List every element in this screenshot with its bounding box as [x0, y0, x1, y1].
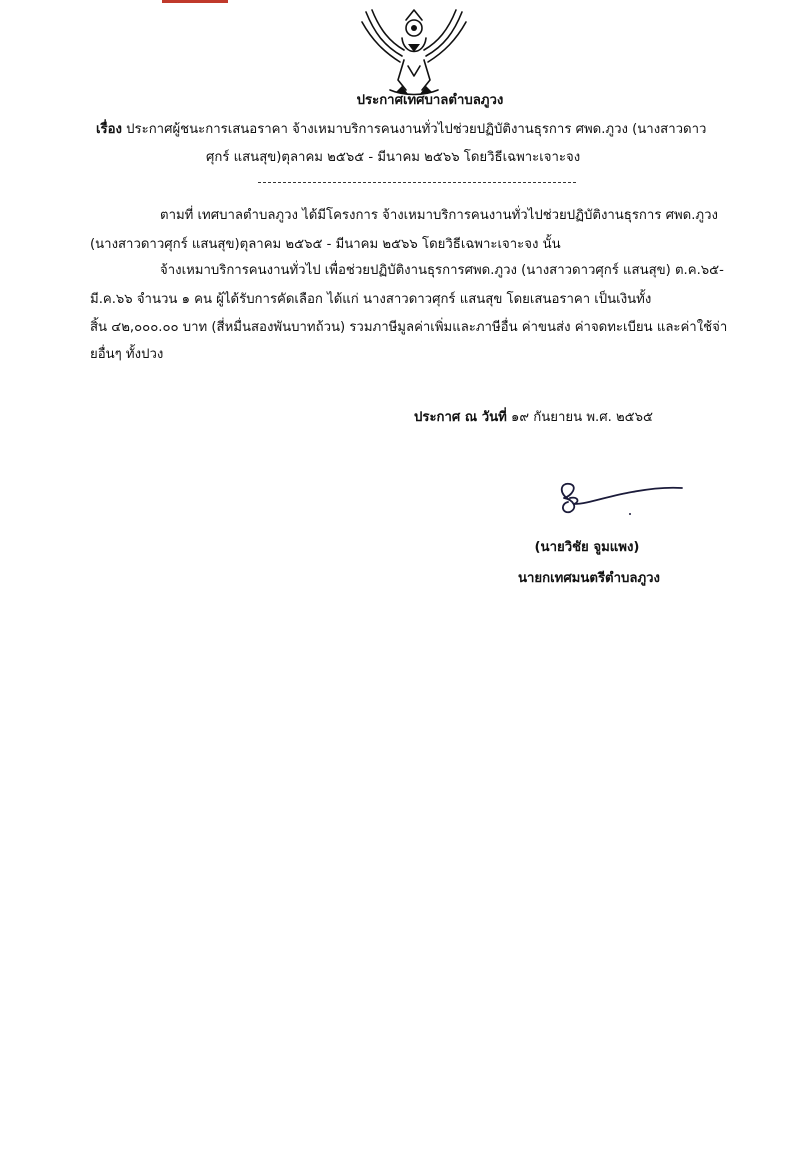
subject-text-1: ประกาศผู้ชนะการเสนอราคา จ้างเหมาบริการคนงานทั่วไปช่วยปฏิบัติงานธุรการ ศพด.ภูวง (นางสาวดาว: [126, 122, 707, 137]
paragraph1-line-1: ตามที่ เทศบาลตำบลภูวง ได้มีโครงการ จ้างเหมาบริการคนงานทั่วไปช่วยปฏิบัติงานธุรการ ศพด.ภูวง: [160, 208, 718, 223]
subject-line-2: ศุกร์ แสนสุข)ตุลาคม ๒๕๖๕ - มีนาคม ๒๕๖๖ โดยวิธีเฉพาะเจาะจง: [206, 150, 581, 165]
scan-edge-mark: [162, 0, 228, 3]
handwritten-signature-icon: [548, 474, 686, 518]
document-heading: ประกาศเทศบาลตำบลภูวง: [356, 93, 504, 108]
signer-position: นายกเทศมนตรีตำบลภูวง: [517, 571, 661, 586]
paragraph2-line-4: ยอื่นๆ ทั้งปวง: [90, 347, 164, 362]
paragraph2-line-1: จ้างเหมาบริการคนงานทั่วไป เพื่อช่วยปฏิบัติงานธุรการศพด.ภูวง (นางสาวดาวศุกร์ แสนสุข) ต.ค.๖๕-: [160, 263, 724, 278]
announcement-date-line: [414, 409, 653, 427]
paragraph1-line-2: (นางสาวดาวศุกร์ แสนสุข)ตุลาคม ๒๕๖๕ - มีนาคม ๒๕๖๖ โดยวิธีเฉพาะเจาะจง นั้น: [90, 237, 561, 252]
signer-name: (นายวิชัย จูมแพง): [534, 540, 640, 555]
paragraph2-line-3: สิ้น ๔๒,๐๐๐.๐๐ บาท (สี่หมื่นสองพันบาทถ้วน) รวมภาษีมูลค่าเพิ่มและภาษีอื่น ค่าขนส่ง ค่าจดทะเบียน และค่าใช้จ่า: [90, 320, 728, 335]
paragraph2-line-2: มี.ค.๖๖ จำนวน ๑ คน ผู้ได้รับการคัดเลือก ได้แก่ นางสาวดาวศุกร์ แสนสุข โดยเสนอราคา เป็นเงินทั้ง: [90, 292, 652, 307]
announce-date: ๑๙ กันยายน พ.ศ. ๒๕๖๕: [511, 410, 653, 425]
announce-label: ประกาศ ณ วันที่: [414, 410, 507, 425]
subject-label: เรื่อง: [96, 122, 122, 137]
subject-line-1: [96, 121, 706, 139]
section-divider: [258, 182, 576, 183]
garuda-emblem-icon: [360, 6, 468, 98]
